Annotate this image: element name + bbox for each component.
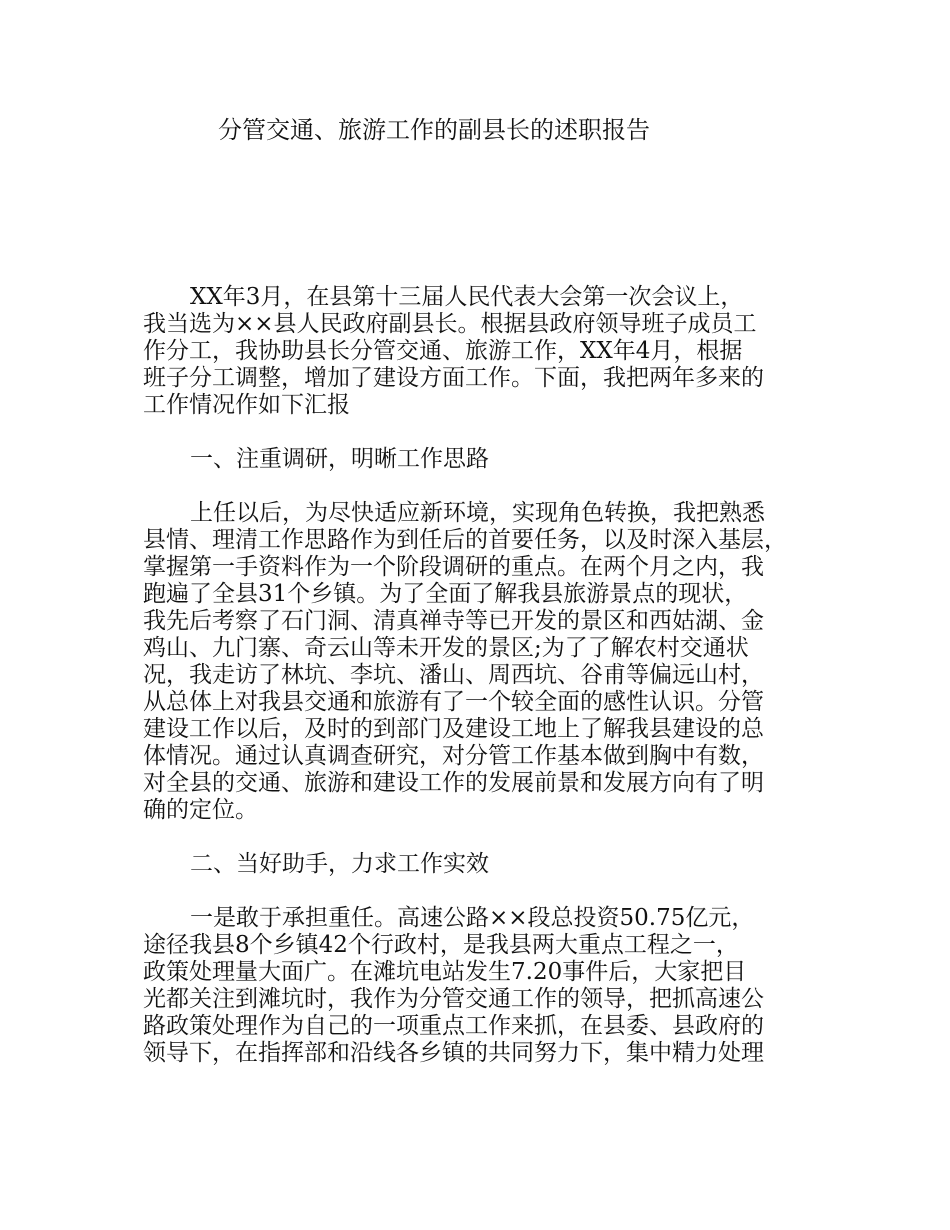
- text-line: 我当选为××县人民政府副县长。根据县政府领导班子成员工: [143, 311, 757, 337]
- paragraph-gap: [143, 473, 833, 500]
- text-line: 我先后考察了石门洞、清真禅寺等已开发的景区和西姑湖、金: [143, 608, 764, 634]
- section1-paragraph: [143, 500, 833, 824]
- intro-paragraph: [143, 284, 833, 419]
- paragraph-gap: [143, 419, 833, 446]
- text-line: 对全县的交通、旅游和建设工作的发展前景和发展方向有了明: [143, 770, 764, 796]
- text-line: 光都关注到滩坑时，我作为分管交通工作的领导，把抓高速公: [143, 986, 764, 1012]
- text-line: 途径我县8个乡镇42个行政村，是我县两大重点工程之一，: [143, 932, 739, 958]
- paragraph-gap: [143, 878, 833, 905]
- text-line: 班子分工调整，增加了建设方面工作。下面，我把两年多来的: [143, 365, 764, 391]
- text-line: 确的定位。: [143, 797, 258, 823]
- text-line: 路政策处理作为自己的一项重点工作来抓，在县委、县政府的: [143, 1013, 764, 1039]
- document-body: [143, 284, 833, 1067]
- text-line: 跑遍了全县31个乡镇。为了全面了解我县旅游景点的现状，: [143, 581, 748, 607]
- text-line: 上任以后，为尽快适应新环境，实现角色转换，我把熟悉: [190, 500, 765, 526]
- section2-paragraph: [143, 905, 833, 1067]
- section-heading-2: 二、当好助手，力求工作实效: [190, 851, 489, 877]
- text-line: 一是敢于承担重任。高速公路××段总投资50.75亿元，: [190, 905, 755, 931]
- text-line: 掌握第一手资料作为一个阶段调研的重点。在两个月之内，我: [143, 554, 764, 580]
- text-line: 作分工，我协助县长分管交通、旅游工作，XX年4月，根据: [143, 338, 743, 364]
- paragraph-gap: [143, 824, 833, 851]
- text-line: 从总体上对我县交通和旅游有了一个较全面的感性认识。分管: [143, 689, 764, 715]
- text-line: 工作情况作如下汇报: [143, 392, 350, 418]
- section-heading-1: 一、注重调研，明晰工作思路: [190, 446, 489, 472]
- text-line: XX年3月，在县第十三届人民代表大会第一次会议上，: [190, 284, 744, 310]
- text-line: 鸡山、九门寨、奇云山等未开发的景区;为了了解农村交通状: [143, 635, 749, 661]
- text-line: 建设工作以后，及时的到部门及建设工地上了解我县建设的总: [143, 716, 764, 742]
- text-line: 政策处理量大面广。在滩坑电站发生7.20事件后，大家把目: [143, 959, 747, 985]
- text-line: 体情况。通过认真调查研究，对分管工作基本做到胸中有数，: [143, 743, 764, 769]
- text-line: 领导下，在指挥部和沿线各乡镇的共同努力下，集中精力处理: [143, 1040, 764, 1066]
- document-title: 分管交通、旅游工作的副县长的述职报告: [218, 116, 650, 144]
- text-line: 况，我走访了林坑、李坑、潘山、周西坑、谷甫等偏远山村，: [143, 662, 764, 688]
- text-line: 县情、理清工作思路作为到任后的首要任务，以及时深入基层，: [143, 527, 787, 553]
